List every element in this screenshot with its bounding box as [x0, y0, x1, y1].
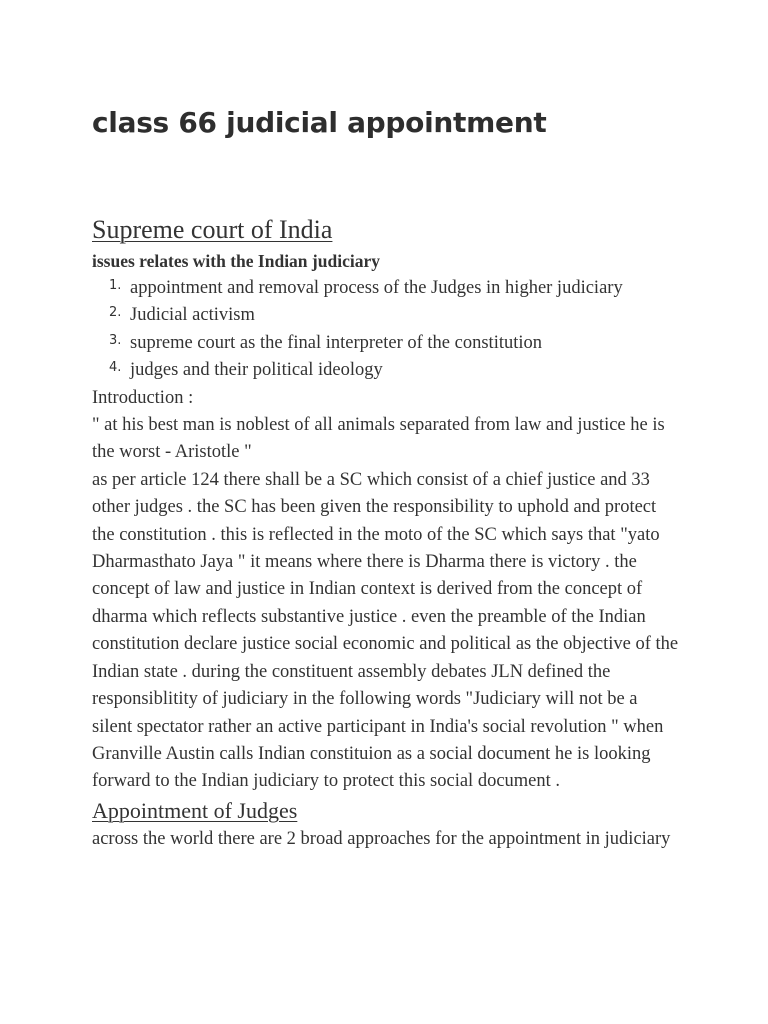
introduction-body: as per article 124 there shall be a SC which consist of a chief justice and 33 other judges . the SC has been given the responsibility to uphold and protect the constitution . this is reflected in the moto of the SC which says that "yato Dharmasthato Jaya " it means where there is Dharma there is victory . the concept of law and justice in Indian context is derived from the concept of dharma which reflects substantive justice . even the preamble of the Indian constitution declare justice social economic and political as the objective of the Indian state . during the constituent assembly debates JLN defined the responsiblitity of judiciary in the following words "Judiciary will not be a silent spectator rather an active participant in India's social revolution " when Granville Austin calls Indian constituion as a social document he is looking forward to the Indian judiciary to protect this social document .: [92, 469, 679, 792]
list-item: [92, 302, 682, 329]
section-heading-supreme-court: Supreme court of India: [92, 215, 333, 244]
list-number: 4.: [109, 360, 122, 376]
list-number: 1.: [109, 278, 122, 293]
document-title: class 66 judicial appointment: [92, 106, 547, 139]
issues-subheading: issues relates with the Indian judiciary: [92, 251, 380, 271]
list-number: 3.: [109, 332, 122, 348]
list-item-text: appointment and removal process of the Judges in higher judiciary: [130, 278, 623, 298]
list-item: [92, 330, 682, 357]
document-content: [92, 212, 682, 853]
list-item: [92, 357, 682, 384]
section-heading-appointment: Appointment of Judges: [92, 797, 298, 823]
list-item-text: supreme court as the final interpreter of the constitution: [130, 332, 543, 353]
issues-list: [92, 275, 682, 385]
appointment-body: across the world there are 2 broad approaches for the appointment in judiciary: [92, 828, 671, 849]
list-item: [92, 275, 682, 302]
list-item-text: Judicial activism: [130, 305, 255, 326]
list-number: 2.: [109, 305, 122, 321]
introduction-label: Introduction :: [92, 387, 194, 408]
list-item-text: judges and their political ideology: [130, 360, 383, 381]
aristotle-quote: " at his best man is noblest of all animals separated from law and justice he is the worst - Aristotle ": [92, 415, 665, 463]
